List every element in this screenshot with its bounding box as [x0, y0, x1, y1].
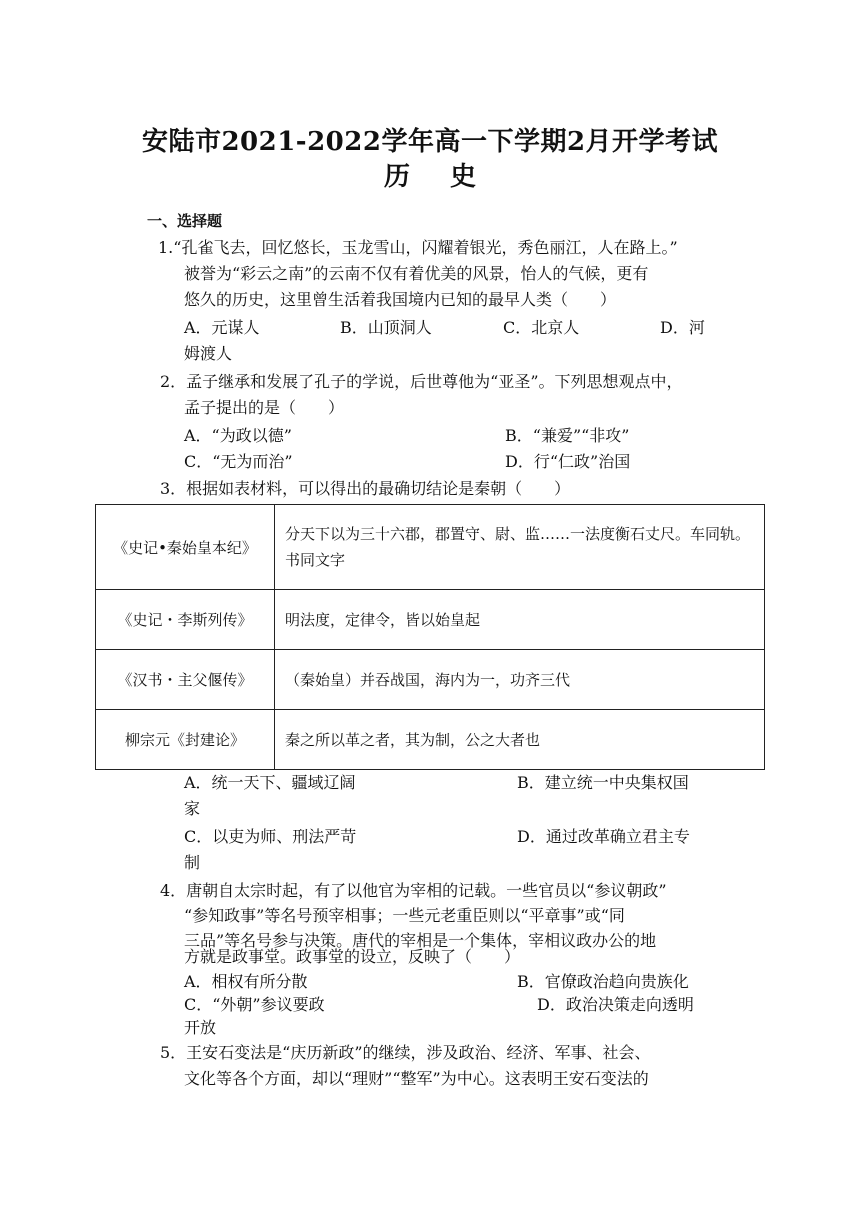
q4-option-a: A．相权有所分散	[184, 972, 308, 991]
table-text-cell: （秦始皇）并吞战国，海内为一，功齐三代	[275, 650, 765, 710]
q1-option-d: D．河	[660, 318, 705, 337]
q5-line-2: 文化等各个方面，却以“理财”“整军”为中心。这表明王安石变法的	[184, 1069, 649, 1088]
q4-line-3: 三品”等名号参与决策。唐代的宰相是一个集体，宰相议政办公的地	[184, 931, 657, 950]
q1-line-1: 1.“孔雀飞去，回忆悠长，玉龙雪山，闪耀着银光，秀色丽江，人在路上。”	[158, 238, 678, 257]
table-source-cell: 《史记・李斯列传》	[96, 590, 275, 650]
q4-option-b: B．官僚政治趋向贵族化	[517, 972, 689, 991]
q4-line-2: “参知政事”等名号预宰相事；一些元老重臣则以“平章事”或“同	[184, 906, 625, 925]
q3-option-b-continued: 家	[184, 799, 201, 818]
q1-option-d-continued: 姆渡人	[184, 344, 233, 363]
table-row	[96, 505, 765, 590]
q1-option-b: B．山顶洞人	[340, 318, 432, 337]
subject-title: 历史	[383, 162, 516, 192]
q4-option-c: C．“外朝”参议要政	[184, 995, 325, 1014]
table-source-cell: 《史记•秦始皇本纪》	[96, 505, 275, 590]
q2-option-a: A．“为政以德”	[184, 426, 292, 445]
table-row	[96, 590, 765, 650]
table-source-cell: 《汉书・主父偃传》	[96, 650, 275, 710]
q3-option-c: C．以吏为师、刑法严苛	[184, 827, 357, 846]
q2-line-2: 孟子提出的是（ ）	[184, 398, 345, 417]
q2-option-d: D．行“仁政”治国	[505, 452, 631, 471]
q1-option-c: C．北京人	[503, 318, 580, 337]
table-row	[96, 710, 765, 770]
table-text-cell: 秦之所以革之者，其为制，公之大者也	[275, 710, 765, 770]
q1-line-3: 悠久的历史，这里曾生活着我国境内已知的最早人类（ ）	[184, 290, 617, 309]
table-row	[96, 650, 765, 710]
q3-option-d: D．通过改革确立君主专	[517, 827, 690, 846]
section-heading: 一、选择题	[147, 212, 223, 230]
q2-line-1: 2．孟子继承和发展了孔子的学说，后世尊他为“亚圣”。下列思想观点中，	[160, 372, 683, 391]
q4-option-d: D．政治决策走向透明	[537, 995, 694, 1014]
table-text-cell: 分天下以为三十六郡，郡置守、尉、监……一法度衡石丈尺。车同轨。书同文字	[275, 505, 765, 590]
source-table	[95, 504, 765, 770]
q1-option-a: A．元谋人	[184, 318, 260, 337]
exam-title: 安陆市2021-2022学年高一下学期2月开学考试	[141, 127, 719, 157]
q4-line-1: 4．唐朝自太宗时起，有了以他官为宰相的记载。一些官员以“参议朝政”	[160, 881, 667, 900]
table-source-cell: 柳宗元《封建论》	[96, 710, 275, 770]
q4-option-d-continued: 开放	[184, 1018, 217, 1037]
q1-line-2: 被誉为“彩云之南”的云南不仅有着优美的风景，怡人的气候，更有	[184, 264, 649, 283]
q3-option-b: B．建立统一中央集权国	[517, 773, 689, 792]
q2-option-b: B．“兼爱”“非攻”	[505, 426, 630, 445]
q5-line-1: 5．王安石变法是“庆历新政”的继续，涉及政治、经济、军事、社会、	[160, 1043, 651, 1062]
q2-option-c: C．“无为而治”	[184, 452, 293, 471]
q3-option-d-continued: 制	[184, 853, 201, 872]
q4-line-4: 方就是政事堂。政事堂的设立，反映了（ ）	[184, 947, 521, 966]
table-text-cell: 明法度，定律令，皆以始皇起	[275, 590, 765, 650]
q3-line-1: 3．根据如表材料，可以得出的最确切结论是秦朝（ ）	[160, 479, 571, 498]
q3-option-a: A．统一天下、疆域辽阔	[184, 773, 356, 792]
